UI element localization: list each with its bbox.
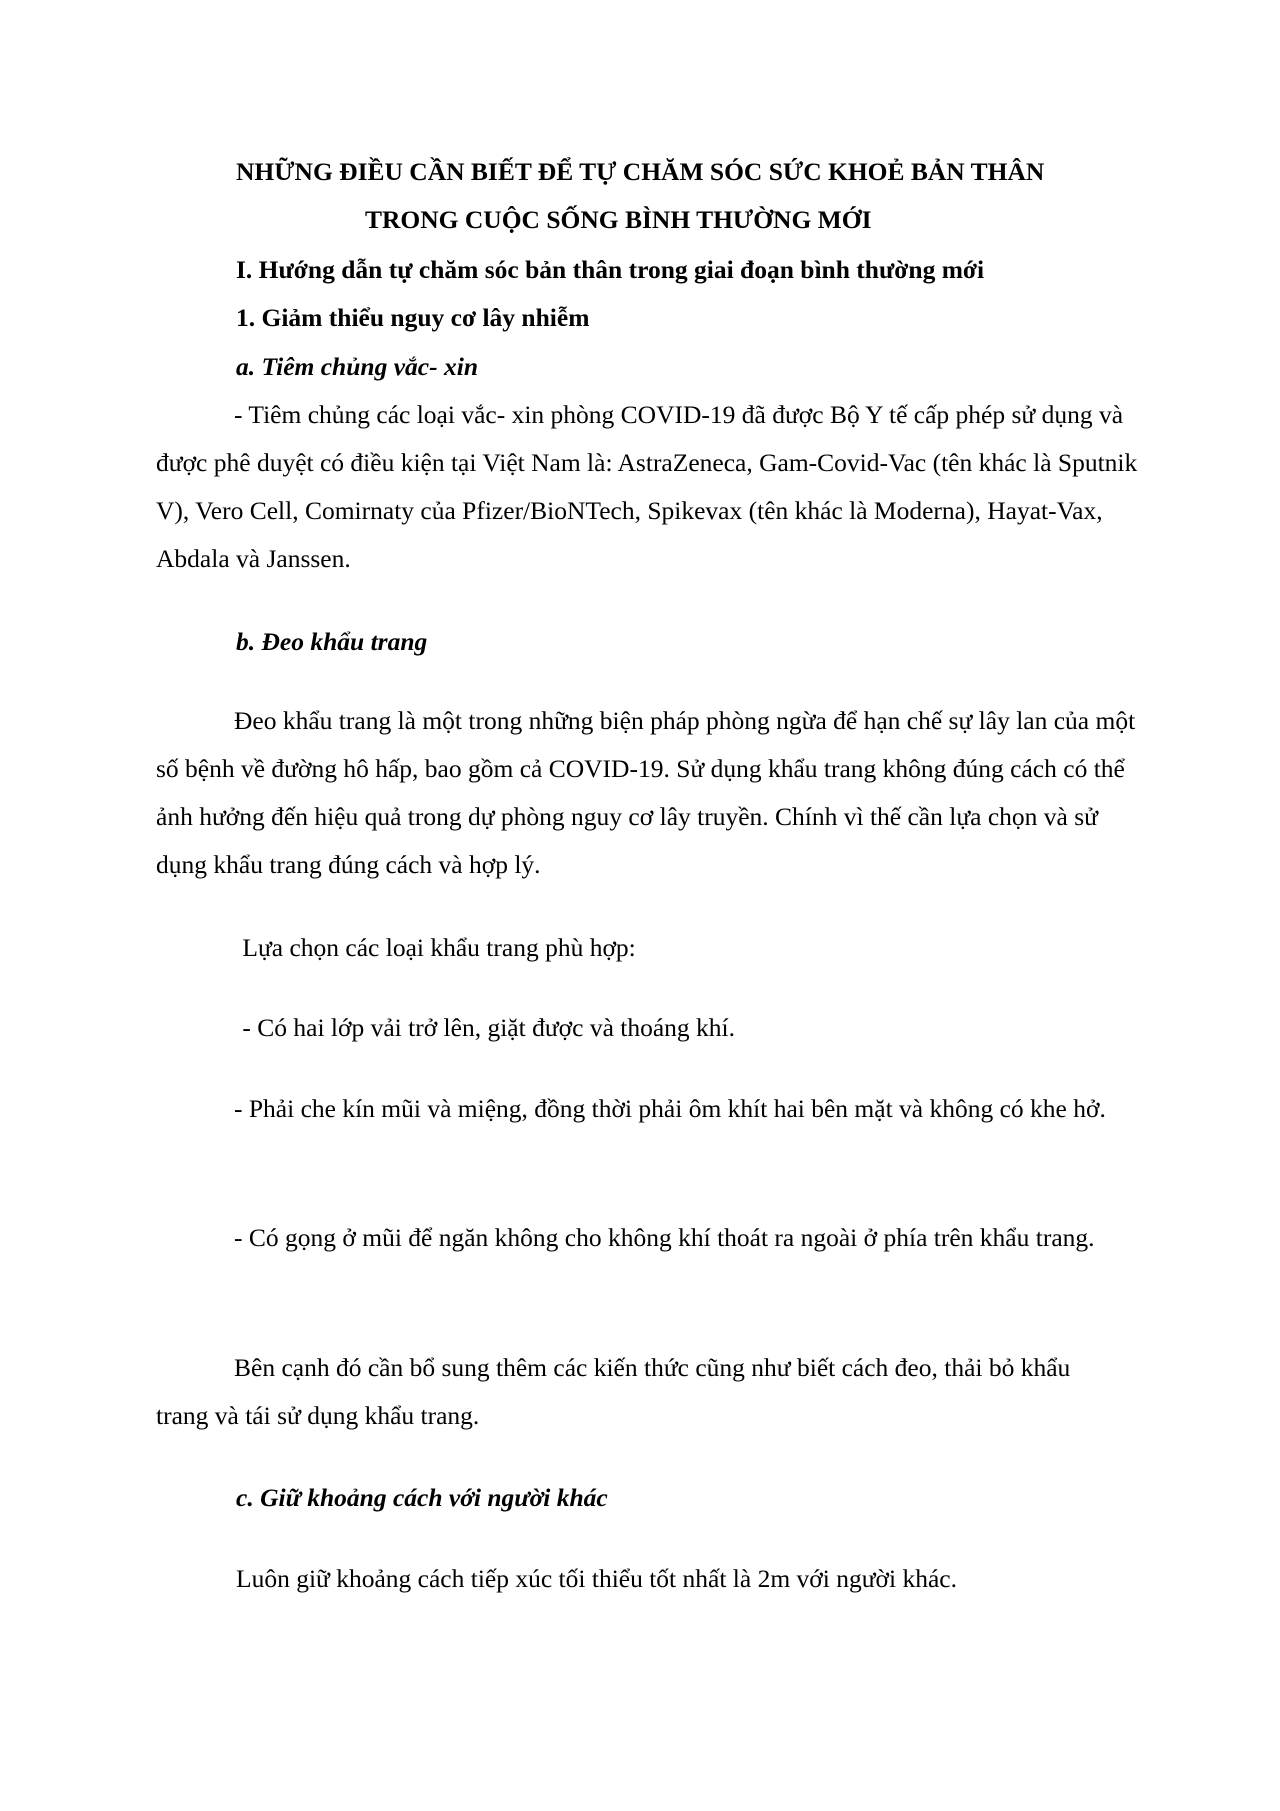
paragraph-mask-selection: Lựa chọn các loại khẩu trang phù hợp: xyxy=(236,933,636,962)
document-title-line-2: TRONG CUỘC SỐNG BÌNH THƯỜNG MỚI xyxy=(365,205,872,234)
subsection-heading: 1. Giảm thiểu nguy cơ lây nhiễm xyxy=(236,303,590,332)
paragraph-face-mask-intro: Đeo khẩu trang là một trong những biện pháp phòng ngừa để hạn chế sự lây lan của một số bệnh về đường hô hấp, bao gồm cả COVID-19. Sử dụng khẩu trang không đúng cách có thể ảnh hưởng đến hiệu quả trong dự phòng nguy cơ lây truyền. Chính vì thế cần lựa chọn và sử dụng khẩu trang đúng cách và hợp lý. xyxy=(156,706,1136,879)
section-heading: I. Hướng dẫn tự chăm sóc bản thân trong giai đoạn bình thường mới xyxy=(236,255,985,284)
heading-social-distancing: c. Giữ khoảng cách với người khác xyxy=(236,1483,608,1512)
heading-vaccination: a. Tiêm chủng vắc- xin xyxy=(236,352,479,381)
paragraph-mask-knowledge: Bên cạnh đó cần bổ sung thêm các kiến thức cũng như biết cách đeo, thải bỏ khẩu trang và tái sử dụng khẩu trang. xyxy=(156,1353,1071,1430)
heading-face-mask: b. Đeo khẩu trang xyxy=(236,627,428,656)
list-item-cover-nose-mouth: - Phải che kín mũi và miệng, đồng thời phải ôm khít hai bên mặt và không có khe hở. xyxy=(234,1094,1106,1123)
document-title-line-1: NHỮNG ĐIỀU CẦN BIẾT ĐỂ TỰ CHĂM SÓC SỨC KHOẺ BẢN THÂN xyxy=(236,157,1045,186)
list-item-two-layers: - Có hai lớp vải trở lên, giặt được và thoáng khí. xyxy=(236,1013,736,1042)
paragraph-social-distancing: Luôn giữ khoảng cách tiếp xúc tối thiểu tốt nhất là 2m với người khác. xyxy=(236,1564,957,1593)
paragraph-vaccination: - Tiêm chủng các loại vắc- xin phòng COVID-19 đã được Bộ Y tế cấp phép sử dụng và được phê duyệt có điều kiện tại Việt Nam là: AstraZeneca, Gam-Covid-Vac (tên khác là Sputnik V), Vero Cell, Comirnaty của Pfizer/BioNTech, Spikevax (tên khác là Moderna), Hayat-Vax, Abdala và Janssen. xyxy=(156,400,1138,573)
list-item-nose-wire: - Có gọng ở mũi để ngăn không cho không khí thoát ra ngoài ở phía trên khẩu trang. xyxy=(234,1223,1095,1252)
